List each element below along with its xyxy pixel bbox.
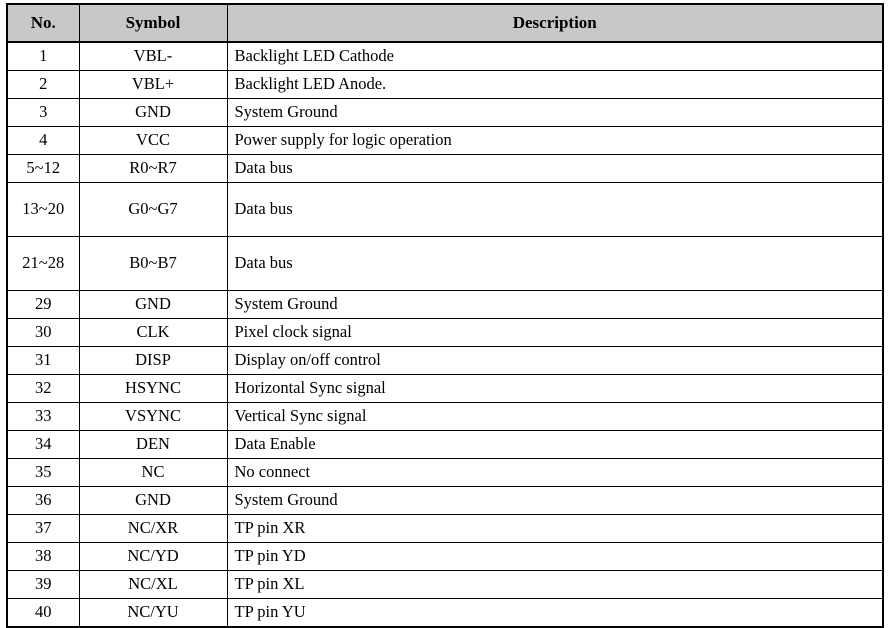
cell-pin-number: 33 xyxy=(7,403,79,431)
cell-description: System Ground xyxy=(227,99,883,127)
cell-description: No connect xyxy=(227,459,883,487)
cell-symbol: B0~B7 xyxy=(79,237,227,291)
cell-symbol: NC/YU xyxy=(79,599,227,628)
cell-pin-number: 30 xyxy=(7,319,79,347)
cell-symbol: DEN xyxy=(79,431,227,459)
cell-pin-number: 38 xyxy=(7,543,79,571)
cell-description: Data bus xyxy=(227,183,883,237)
table-row xyxy=(7,459,883,487)
table-row xyxy=(7,237,883,291)
cell-pin-number: 34 xyxy=(7,431,79,459)
cell-description: Backlight LED Cathode xyxy=(227,42,883,71)
cell-description: System Ground xyxy=(227,291,883,319)
cell-description: System Ground xyxy=(227,487,883,515)
cell-pin-number: 5~12 xyxy=(7,155,79,183)
table-row xyxy=(7,347,883,375)
table-row xyxy=(7,571,883,599)
table-row xyxy=(7,42,883,71)
cell-description: Power supply for logic operation xyxy=(227,127,883,155)
table-body xyxy=(7,42,883,627)
table-row xyxy=(7,515,883,543)
cell-description: Horizontal Sync signal xyxy=(227,375,883,403)
cell-symbol: NC xyxy=(79,459,227,487)
header-row xyxy=(7,4,883,42)
cell-symbol: GND xyxy=(79,291,227,319)
cell-symbol: GND xyxy=(79,99,227,127)
cell-symbol: HSYNC xyxy=(79,375,227,403)
cell-pin-number: 31 xyxy=(7,347,79,375)
cell-symbol: VSYNC xyxy=(79,403,227,431)
cell-description: TP pin YD xyxy=(227,543,883,571)
cell-pin-number: 29 xyxy=(7,291,79,319)
cell-pin-number: 40 xyxy=(7,599,79,628)
cell-description: TP pin XR xyxy=(227,515,883,543)
cell-pin-number: 37 xyxy=(7,515,79,543)
cell-pin-number: 39 xyxy=(7,571,79,599)
cell-symbol: NC/XR xyxy=(79,515,227,543)
cell-description: Backlight LED Anode. xyxy=(227,71,883,99)
cell-description: TP pin YU xyxy=(227,599,883,628)
pin-description-table xyxy=(6,3,884,628)
cell-pin-number: 35 xyxy=(7,459,79,487)
cell-pin-number: 3 xyxy=(7,99,79,127)
table-row xyxy=(7,319,883,347)
table-row xyxy=(7,155,883,183)
cell-symbol: G0~G7 xyxy=(79,183,227,237)
cell-symbol: VBL- xyxy=(79,42,227,71)
cell-symbol: VCC xyxy=(79,127,227,155)
column-header-description: Description xyxy=(227,4,883,42)
cell-description: Vertical Sync signal xyxy=(227,403,883,431)
table-row xyxy=(7,431,883,459)
table-row xyxy=(7,127,883,155)
table-row xyxy=(7,403,883,431)
column-header-no: No. xyxy=(7,4,79,42)
cell-description: Data bus xyxy=(227,237,883,291)
table-row xyxy=(7,71,883,99)
cell-symbol: NC/XL xyxy=(79,571,227,599)
cell-symbol: NC/YD xyxy=(79,543,227,571)
cell-description: Display on/off control xyxy=(227,347,883,375)
column-header-symbol: Symbol xyxy=(79,4,227,42)
table-row xyxy=(7,99,883,127)
table-row xyxy=(7,599,883,628)
cell-symbol: R0~R7 xyxy=(79,155,227,183)
table-row xyxy=(7,183,883,237)
cell-pin-number: 36 xyxy=(7,487,79,515)
cell-symbol: CLK xyxy=(79,319,227,347)
cell-symbol: VBL+ xyxy=(79,71,227,99)
cell-description: Data bus xyxy=(227,155,883,183)
cell-pin-number: 21~28 xyxy=(7,237,79,291)
cell-description: Pixel clock signal xyxy=(227,319,883,347)
cell-symbol: DISP xyxy=(79,347,227,375)
table-header xyxy=(7,4,883,42)
cell-pin-number: 13~20 xyxy=(7,183,79,237)
table-row xyxy=(7,543,883,571)
cell-pin-number: 32 xyxy=(7,375,79,403)
table-row xyxy=(7,487,883,515)
cell-symbol: GND xyxy=(79,487,227,515)
cell-pin-number: 2 xyxy=(7,71,79,99)
cell-description: Data Enable xyxy=(227,431,883,459)
table-row xyxy=(7,291,883,319)
cell-pin-number: 4 xyxy=(7,127,79,155)
table-row xyxy=(7,375,883,403)
cell-pin-number: 1 xyxy=(7,42,79,71)
cell-description: TP pin XL xyxy=(227,571,883,599)
